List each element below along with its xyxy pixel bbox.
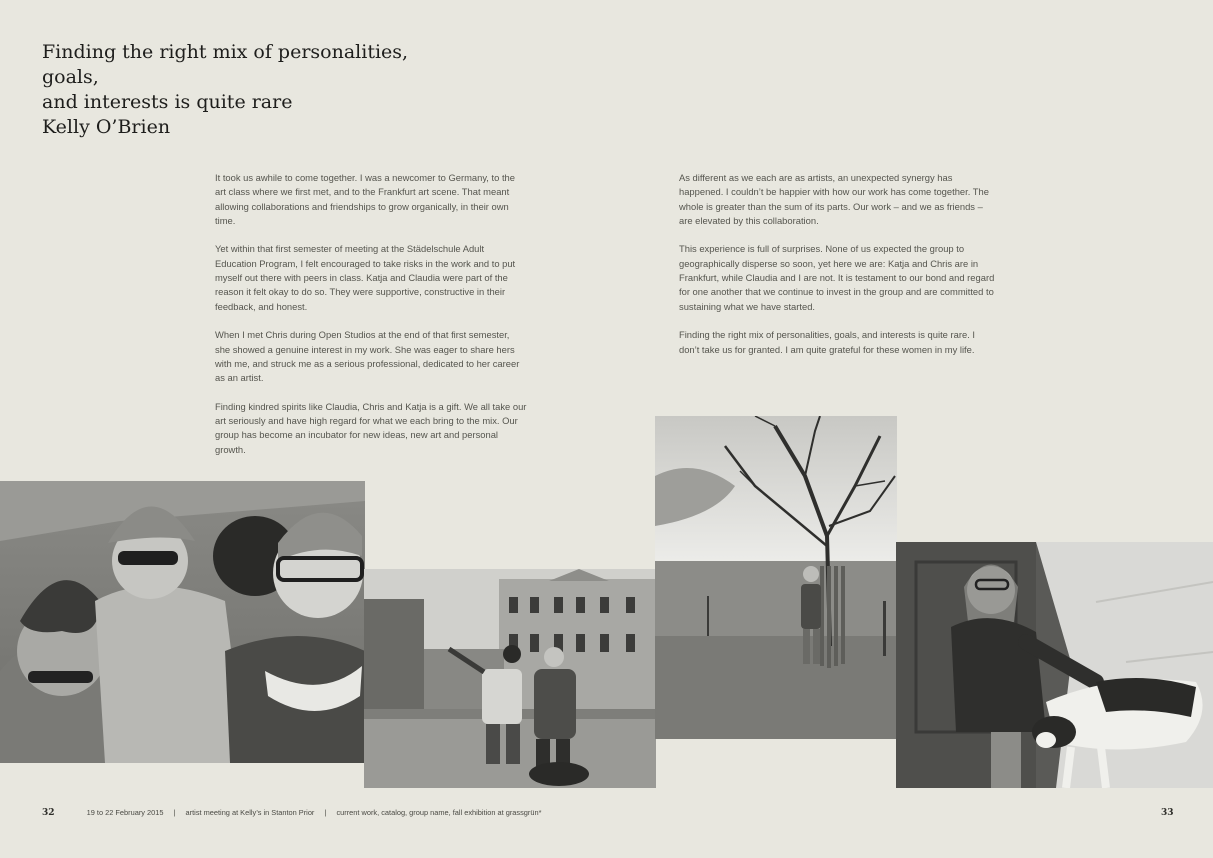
body-column-left bbox=[215, 171, 527, 471]
footer-date: 19 to 22 February 2015 bbox=[86, 808, 164, 817]
paragraph: This experience is full of surprises. None of us expected the group to geographically disperse so soon, yet here we are: Katja and Chris are in Frankfurt, while Claudia and I are not. It is testament to our bond and regard for one another that we continue to invest in the group and are committed to sustaining what we have started. bbox=[679, 243, 995, 312]
woman-with-dog-photo bbox=[896, 542, 1213, 788]
paragraph: As different as we each are as artists, an unexpected synergy has happened. I couldn’t be happier with how our work has come together. The whole is greater than the sum of its parts. Our work – and we as friends – are elevated by this collaboration. bbox=[679, 172, 989, 226]
body-column-right bbox=[679, 171, 995, 371]
page-number-left: 32 bbox=[42, 808, 55, 818]
paragraph: Yet within that first semester of meeting at the Städelschule Adult Education Program, I felt encouraged to take risks in the work and to put myself out there with peers in class. Katja and Claudia were part of the reason it felt okay to do so. They were supportive, constructive in their feedback, and honest. bbox=[215, 243, 516, 312]
footer-divider: | bbox=[173, 808, 176, 817]
author-name: Kelly O’Brien bbox=[42, 116, 171, 138]
title-line-1: Finding the right mix of personalities, goals, bbox=[42, 41, 409, 88]
paragraph: It took us awhile to come together. I was a newcomer to Germany, to the art class where we first met, and to the Frankfurt art scene. That meant allowing collaborations and friendships to grow organically, in their own time. bbox=[215, 172, 515, 226]
paragraph: Finding the right mix of personalities, goals, and interests is quite rare. I don’t take us for granted. I am quite grateful for these women in my life. bbox=[679, 329, 975, 355]
page-number-right: 33 bbox=[1161, 808, 1174, 818]
title-line-2: and interests is quite rare bbox=[42, 91, 293, 113]
tree-field-photo bbox=[655, 416, 897, 739]
manor-house-photo bbox=[364, 569, 656, 788]
footer-divider: | bbox=[324, 808, 327, 817]
footer-event: artist meeting at Kelly’s in Stanton Prior bbox=[185, 808, 315, 817]
paragraph: When I met Chris during Open Studios at the end of that first semester, she showed a genuine interest in my work. She was eager to share hers with me, and struck me as a serious professional, dedicated to her career as an artist. bbox=[215, 329, 520, 384]
footer-topics: current work, catalog, group name, fall exhibition at grassgrün* bbox=[336, 808, 542, 817]
footer-left bbox=[42, 808, 541, 818]
paragraph: Finding kindred spirits like Claudia, Chris and Katja is a gift. We all take our art seriously and have high regard for what we each bring to the mix. Our group has become an incubator for new ideas, new art and personal growth. bbox=[215, 400, 527, 455]
footer-right bbox=[1161, 808, 1174, 818]
group-selfie-photo bbox=[0, 481, 365, 763]
article-title bbox=[42, 40, 462, 140]
